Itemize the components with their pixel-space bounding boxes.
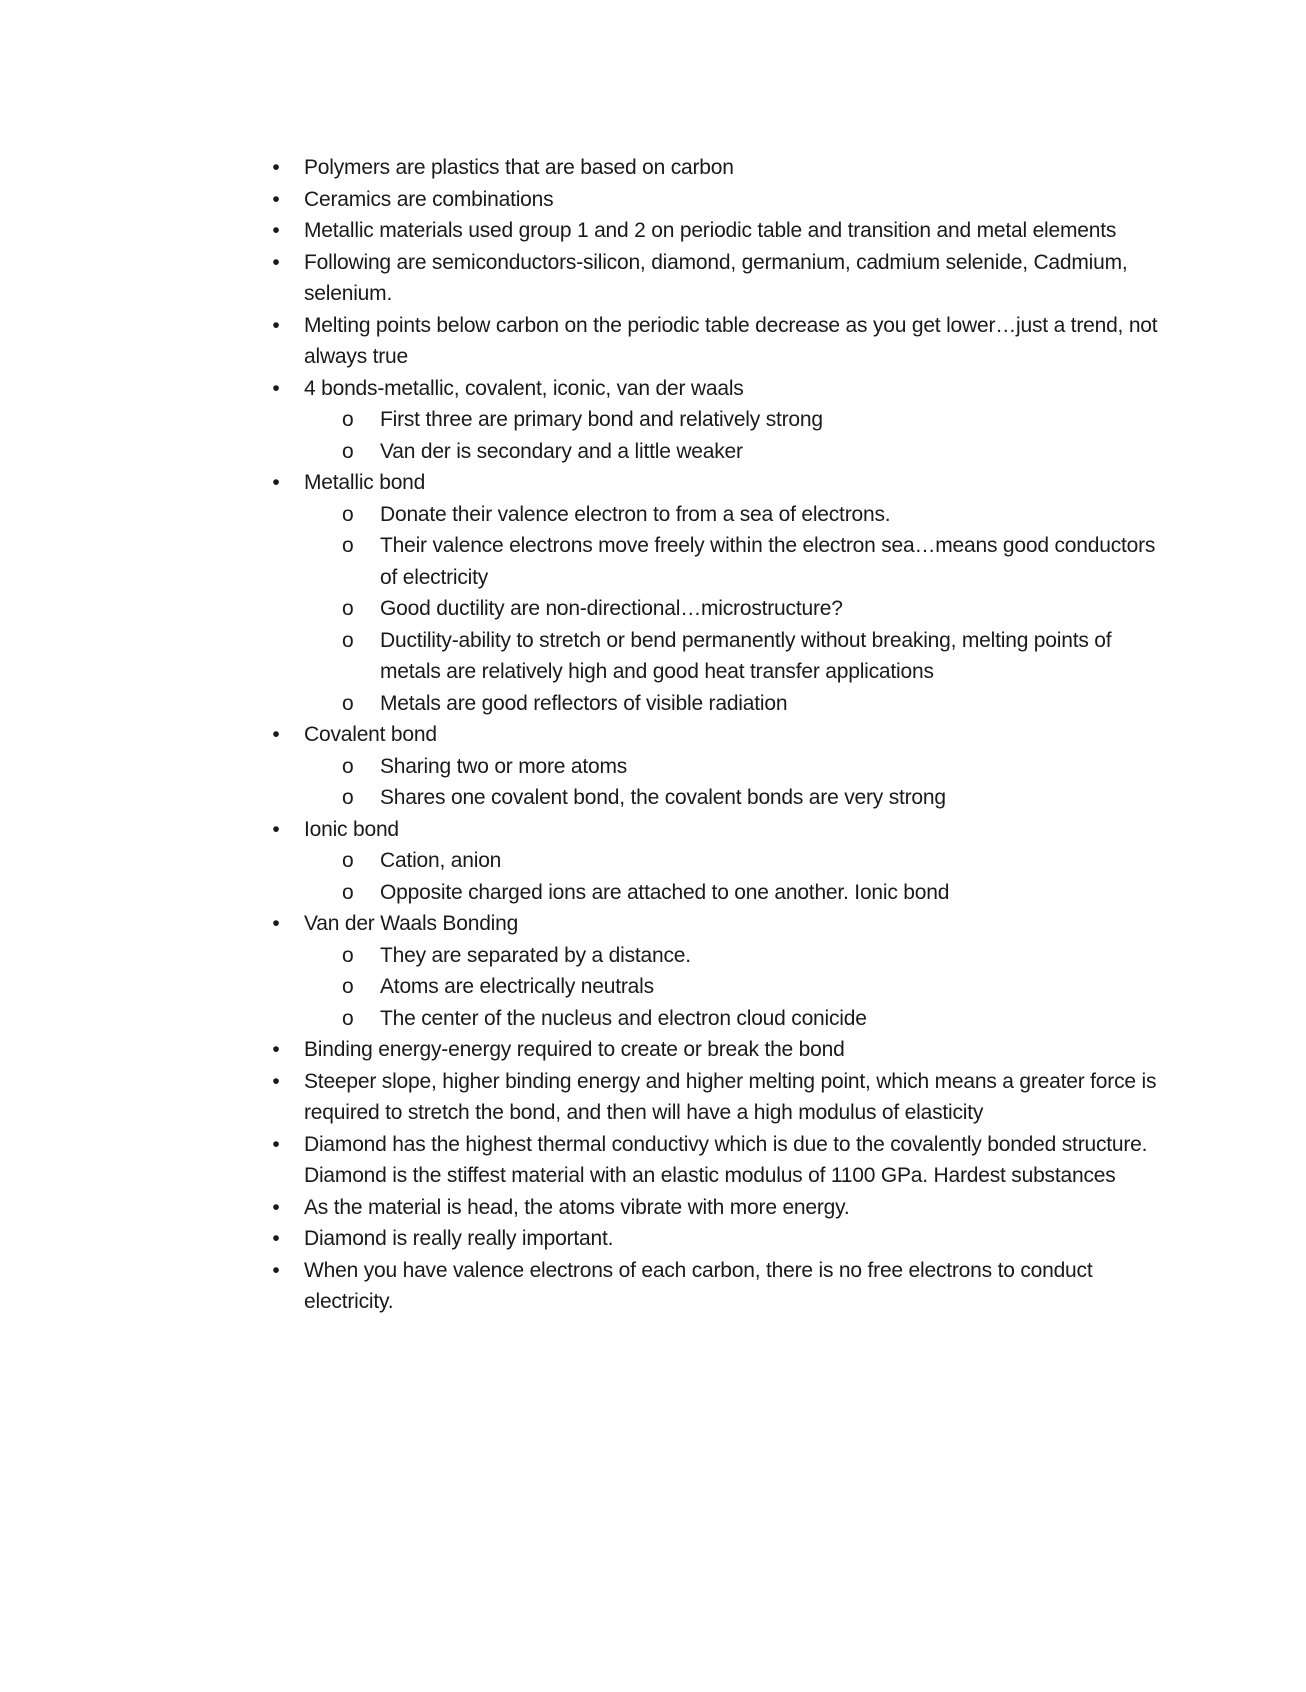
- sub-list-item-text: Metals are good reflectors of visible radiation: [380, 691, 788, 715]
- sub-list-item-text: Good ductility are non-directional…microstructure?: [380, 597, 843, 620]
- sub-list-item: [258, 530, 1158, 593]
- bullet-icon: •: [272, 1038, 280, 1061]
- bullet-icon: •: [272, 250, 280, 274]
- list-item: [258, 719, 1158, 814]
- list-item-text: Diamond has the highest thermal conductivy which is due to the covalently bonded structure. Diamond is the stiffest material with an elastic modulus of 1100 GPa. Hardest substances: [304, 1132, 1148, 1187]
- sub-bullet-icon: o: [342, 943, 354, 967]
- sub-list-item: [258, 625, 1158, 688]
- sub-list-item-text: Cation, anion: [380, 849, 502, 872]
- sub-bullet-icon: o: [342, 691, 354, 715]
- list-item: [258, 908, 1158, 1034]
- list-item: [258, 184, 1158, 216]
- sub-list-item-text: They are separated by a distance.: [380, 943, 691, 967]
- sub-list-item: [258, 877, 1158, 909]
- list-item-text: Covalent bond: [304, 723, 437, 746]
- sub-bullet-icon: o: [342, 439, 354, 463]
- sub-list-item: [258, 593, 1158, 625]
- list-item: [258, 1034, 1158, 1066]
- sub-list-item: [258, 940, 1158, 972]
- list-item: [258, 467, 1158, 719]
- sub-list-item-text: First three are primary bond and relatively strong: [380, 408, 823, 431]
- sub-list-item-text: Their valence electrons move freely within the electron sea…means good conductors of electricity: [380, 534, 1156, 589]
- list-item-text: When you have valence electrons of each carbon, there is no free electrons to conduct electricity.: [304, 1258, 1093, 1313]
- bullet-icon: •: [272, 219, 280, 242]
- sub-list-item-text: Ductility-ability to stretch or bend permanently without breaking, melting points of metals are relatively high and good heat transfer applications: [380, 628, 1112, 683]
- sub-list-item: [258, 971, 1158, 1003]
- list-item: [258, 310, 1158, 373]
- list-item: [258, 1192, 1158, 1224]
- list-item: [258, 1223, 1158, 1255]
- list-item-text: Van der Waals Bonding: [304, 912, 519, 935]
- bullet-icon: •: [272, 376, 280, 400]
- bullet-icon: •: [272, 723, 280, 746]
- sub-bullet-icon: o: [342, 754, 354, 778]
- sub-list-item-text: The center of the nucleus and electron cloud conicide: [380, 1006, 867, 1030]
- sub-list-item-text: Van der is secondary and a little weaker: [380, 439, 743, 463]
- sub-list: [304, 404, 1158, 467]
- document-page: [258, 152, 1158, 1318]
- list-item: [258, 215, 1158, 247]
- sub-list-item-text: Donate their valence electron to from a sea of electrons.: [380, 502, 891, 526]
- sub-bullet-icon: o: [342, 880, 354, 904]
- list-item-text: Polymers are plastics that are based on carbon: [304, 156, 734, 179]
- sub-list-item: [258, 782, 1158, 814]
- sub-bullet-icon: o: [342, 502, 354, 526]
- list-item: [258, 1066, 1158, 1129]
- list-item: [258, 1255, 1158, 1318]
- bullet-list: [258, 152, 1158, 1318]
- bullet-icon: •: [272, 313, 280, 337]
- sub-bullet-icon: o: [342, 408, 354, 431]
- sub-list-item: [258, 436, 1158, 468]
- list-item-text: As the material is head, the atoms vibrate with more energy.: [304, 1195, 850, 1219]
- sub-list: [304, 940, 1158, 1035]
- list-item-text: Ionic bond: [304, 817, 399, 841]
- bullet-icon: •: [272, 912, 280, 935]
- list-item: [258, 1129, 1158, 1192]
- sub-list-item: [258, 499, 1158, 531]
- sub-list-item-text: Atoms are electrically neutrals: [380, 975, 654, 998]
- bullet-icon: •: [272, 1069, 280, 1093]
- list-item: [258, 152, 1158, 184]
- list-item-text: Binding energy-energy required to create or break the bond: [304, 1038, 845, 1061]
- list-item-text: Following are semiconductors-silicon, diamond, germanium, cadmium selenide, Cadmium, selenium.: [304, 250, 1128, 305]
- sub-bullet-icon: o: [342, 534, 354, 557]
- list-item-text: Steeper slope, higher binding energy and higher melting point, which means a greater force is required to stretch the bond, and then will have a high modulus of elasticity: [304, 1069, 1157, 1124]
- sub-bullet-icon: o: [342, 849, 354, 872]
- bullet-icon: •: [272, 817, 280, 841]
- bullet-icon: •: [272, 187, 280, 211]
- sub-bullet-icon: o: [342, 597, 354, 620]
- sub-list-item: [258, 1003, 1158, 1035]
- bullet-icon: •: [272, 471, 280, 494]
- sub-list-item-text: Opposite charged ions are attached to one another. Ionic bond: [380, 880, 950, 904]
- sub-list: [304, 499, 1158, 720]
- list-item-text: Metallic materials used group 1 and 2 on periodic table and transition and metal elements: [304, 219, 1117, 242]
- bullet-icon: •: [272, 1227, 280, 1250]
- sub-list-item: [258, 845, 1158, 877]
- list-item: [258, 814, 1158, 909]
- list-item-text: Diamond is really really important.: [304, 1227, 614, 1250]
- sub-list: [304, 751, 1158, 814]
- sub-bullet-icon: o: [342, 786, 354, 809]
- sub-bullet-icon: o: [342, 975, 354, 998]
- bullet-icon: •: [272, 1258, 280, 1282]
- sub-list-item: [258, 404, 1158, 436]
- list-item-text: Melting points below carbon on the periodic table decrease as you get lower…just a trend, not always true: [304, 313, 1158, 368]
- list-item: [258, 373, 1158, 468]
- list-item: [258, 247, 1158, 310]
- list-item-text: Metallic bond: [304, 471, 426, 494]
- sub-list-item: [258, 688, 1158, 720]
- list-item-text: Ceramics are combinations: [304, 187, 554, 211]
- list-item-text: 4 bonds-metallic, covalent, iconic, van der waals: [304, 376, 744, 400]
- sub-list-item: [258, 751, 1158, 783]
- sub-list: [304, 845, 1158, 908]
- bullet-icon: •: [272, 1132, 280, 1156]
- bullet-icon: •: [272, 1195, 280, 1219]
- bullet-icon: •: [272, 156, 280, 179]
- sub-bullet-icon: o: [342, 1006, 354, 1030]
- sub-list-item-text: Sharing two or more atoms: [380, 754, 628, 778]
- sub-list-item-text: Shares one covalent bond, the covalent bonds are very strong: [380, 786, 946, 809]
- sub-bullet-icon: o: [342, 628, 354, 652]
